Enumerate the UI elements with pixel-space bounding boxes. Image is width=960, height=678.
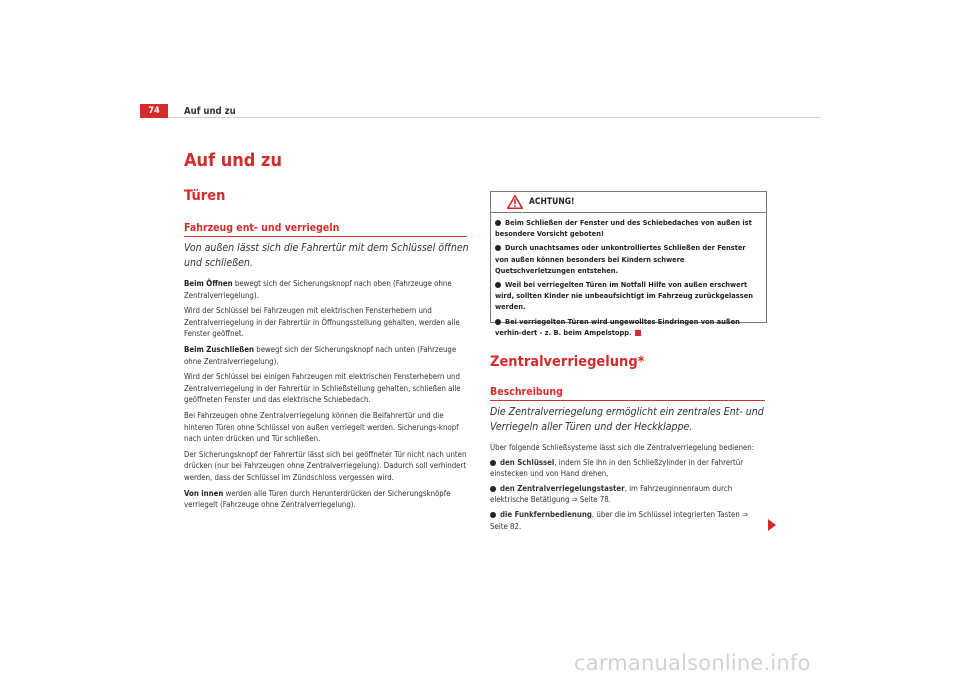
warning-item-text: Durch unachtsames oder unkontrolliertes Schließen der Fenster von außen können besonders bei Kindern schwere Quetschverletzungen entstehen.	[495, 243, 746, 275]
paragraph	[184, 278, 469, 301]
section-title-zentral: Zentralverriegelung*	[490, 354, 645, 370]
bold-term: die Funkfernbedienung	[500, 509, 592, 519]
list-item	[490, 457, 765, 480]
bullet-icon	[495, 245, 501, 251]
list-item	[490, 509, 765, 532]
section-title-tueren: Türen	[184, 188, 226, 204]
page-title: Auf und zu	[184, 150, 282, 171]
paragraph	[184, 344, 469, 367]
warning-header	[491, 192, 766, 213]
bold-term: den Schlüssel	[500, 457, 555, 467]
warning-item-text: Bei verriegelten Türen wird ungewolltes Eindringen von außen verhin-dert - z. B. beim Ampelstopp.	[495, 316, 740, 337]
right-column-text	[490, 442, 765, 535]
paragraph: Wird der Schlüssel bei Fahrzeugen mit elektrischen Fensterhebern und Zentralverriegelung in der Fahrertür in Öffnungsstellung gehalten, werden alle Fenster geöffnet.	[184, 306, 460, 339]
warning-box	[490, 191, 767, 337]
warning-body	[495, 217, 761, 341]
bold-term: Beim Öffnen	[184, 279, 233, 288]
warning-triangle-icon	[507, 195, 523, 209]
list-item-text: , indem Sie ihn in den Schließzylinder in der Fahrertür einstecken und von Hand drehen,	[490, 457, 744, 479]
warning-item	[495, 242, 761, 276]
bold-term: Beim Zuschließen	[184, 344, 255, 354]
paragraph: Der Sicherungsknopf der Fahrertür lässt sich bei geöffneter Tür nicht nach unten drücken (nur bei Fahrzeugen ohne Zentralverriegelung). Dadurch soll verhindert werden, dass der Schlüssel im Zündschloss vergessen wird.	[184, 449, 467, 482]
paragraph-text: werden alle Türen durch Herunterdrücken der Sicherungsknöpfe verriegelt (Fahrzeuge ohne Zentralverriegelung).	[184, 488, 451, 510]
warning-item	[495, 279, 761, 313]
subsection-title-fahrzeug: Fahrzeug ent- und verriegeln	[184, 222, 340, 234]
watermark: carmanualsonline.info	[574, 651, 811, 675]
bullet-icon	[495, 220, 501, 226]
lead-text-fahrzeug: Von außen lässt sich die Fahrertür mit dem Schlüssel öffnen und schließen.	[184, 242, 469, 269]
subsection-title-beschreibung: Beschreibung	[490, 386, 563, 398]
bold-term: den Zentralverriegelungstaster	[500, 483, 625, 493]
paragraph	[184, 488, 469, 511]
paragraph-text: bewegt sich der Sicherungsknopf nach unten (Fahrzeuge ohne Zentralverriegelung).	[184, 344, 457, 366]
bullet-icon	[495, 282, 501, 288]
list-item-text: , im Fahrzeuginnenraum durch elektrische Betätigung ⇒ Seite 78.	[490, 483, 733, 505]
section-end-icon	[635, 330, 641, 336]
page-number: 74	[140, 104, 168, 118]
bullet-icon	[495, 319, 501, 325]
continue-arrow-icon	[768, 519, 776, 531]
running-title: Auf und zu	[184, 106, 236, 117]
bullet-icon	[490, 486, 496, 492]
warning-item-text: Weil bei verriegelten Türen im Notfall Hilfe von außen erschwert wird, sollten Kinder nie unbeaufsichtigt im Fahrzeug zurückgelassen werden.	[495, 280, 753, 312]
warning-item	[495, 217, 761, 239]
subsection-rule-beschreibung	[490, 400, 765, 401]
lead-text-beschreibung: Die Zentralverriegelung ermöglicht ein zentrales Ent- und Verriegeln aller Türen und der Heckklappe.	[490, 406, 764, 433]
subsection-rule-fahrzeug	[184, 236, 467, 237]
list-item	[490, 483, 765, 506]
paragraph: Über folgende Schließsysteme lässt sich die Zentralverriegelung bedienen:	[490, 443, 755, 452]
left-column-text	[184, 278, 469, 515]
list-item-text: , über die im Schlüssel integrierten Tasten ⇒ Seite 82.	[490, 509, 748, 531]
bullet-icon	[490, 460, 496, 466]
paragraph-text: bewegt sich der Sicherungsknopf nach oben (Fahrzeuge ohne Zentralverriegelung).	[184, 279, 452, 300]
warning-item	[495, 316, 761, 338]
paragraph: Wird der Schlüssel bei einigen Fahrzeugen mit elektrischen Fensterhebern und Zentralverriegelung in der Fahrertür in Schließstellung gehalten, schließen alle geöffneten Fenster und das elektrische Schiebedach.	[184, 372, 461, 405]
warning-title: ACHTUNG!	[529, 197, 575, 207]
bullet-icon	[490, 512, 496, 518]
bold-term: Von innen	[184, 488, 224, 498]
warning-item-text: Beim Schließen der Fenster und des Schiebedaches von außen ist besondere Vorsicht geboten!	[495, 218, 752, 239]
header-rule	[168, 117, 820, 118]
paragraph: Bei Fahrzeugen ohne Zentralverriegelung können die Beifahrertür und die hinteren Türen ohne Schlüssel von außen verriegelt werden. Sicherungs-knopf nach unten drücken und Tür schließen.	[184, 410, 459, 444]
